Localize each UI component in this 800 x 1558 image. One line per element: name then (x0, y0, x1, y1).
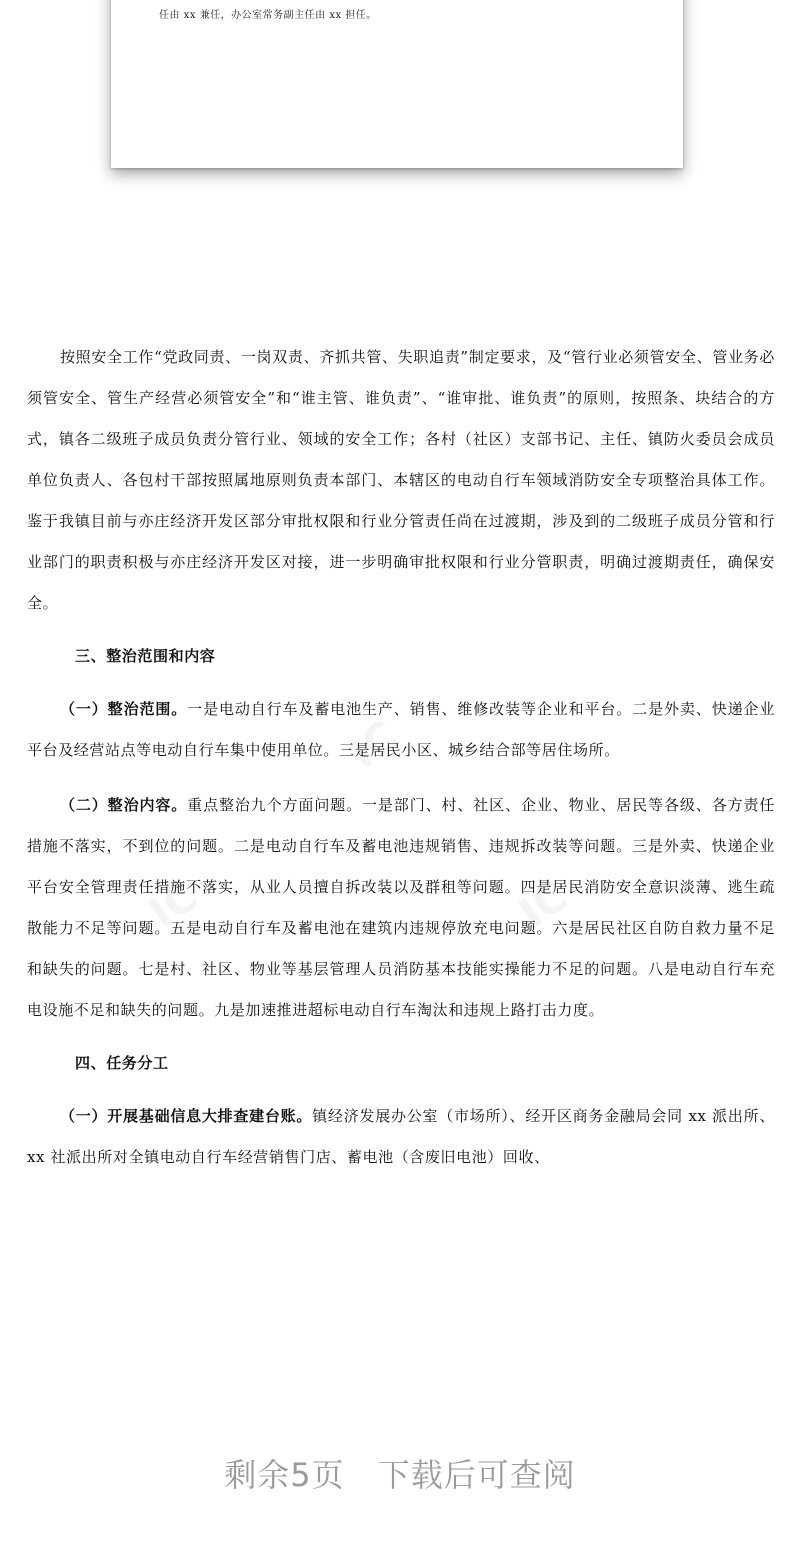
section-4-heading: 四、任务分工 (75, 1054, 169, 1072)
task-1-lead: （一）开展基础信息大排查建台账。 (60, 1107, 313, 1125)
document-body (27, 337, 775, 1178)
responsibility-paragraph: 按照安全工作“党政同责、一岗双责、齐抓共管、失职追责”制定要求，及“管行业必须管安全、管业务必须管安全、管生产经营必须管安全”和“谁主管、谁负责”、“谁审批、谁负责”的原则，按照条、块结合的方式，镇各二级班子成员负责分管行业、领域的安全工作；各村（社区）支部书记、主任、镇防火委员会成员单位负责人、各包村干部按照属地原则负责本部门、本辖区的电动自行车领域消防安全专项整治具体工作。鉴于我镇目前与亦庄经济开发区部分审批权限和行业分管责任尚在过渡期，涉及到的二级班子成员分管和行业部门的职责积极与亦庄经济开发区对接，进一步明确审批权限和行业分管职责，明确过渡期责任，确保安全。 (27, 348, 775, 612)
content-paragraph (27, 785, 775, 1031)
previous-page-card (111, 0, 683, 168)
previous-page-text: 任由 xx 兼任，办公室常务副主任由 xx 担任。 (159, 10, 377, 21)
content-text: 重点整治九个方面问题。一是部门、村、社区、企业、物业、居民等各级、各方责任措施不落实，不到位的问题。二是电动自行车及蓄电池违规销售、违规拆改装等问题。三是外卖、快递企业平台安全管理责任措施不落实，从业人员擅自拆改装以及群租等问题。四是居民消防安全意识淡薄、逃生疏散能力不足等问题。五是电动自行车及蓄电池在建筑内违规停放充电问题。六是居民社区自防自救力量不足和缺失的问题。七是村、社区、物业等基层管理人员消防基本技能实操能力不足的问题。八是电动自行车充电设施不足和缺失的问题。九是加速推进超标电动自行车淘汰和违规上路打击力度。 (27, 796, 775, 1019)
content-lead: （二）整治内容。 (60, 796, 188, 814)
task-1-text: 镇经济发展办公室（市场所）、经开区商务金融局会同 xx 派出所、xx 社派出所对全镇电动自行车经营销售门店、蓄电池（含废旧电池）回收、 (27, 1107, 775, 1166)
scope-paragraph (27, 689, 775, 771)
scope-lead: （一）整治范围。 (60, 700, 188, 718)
section-3-heading: 三、整治范围和内容 (75, 647, 216, 665)
scope-text: 一是电动自行车及蓄电池生产、销售、维修改装等企业和平台。二是外卖、快递企业平台及经营站点等电动自行车集中使用单位。三是居民小区、城乡结合部等居住场所。 (27, 700, 775, 759)
task-1-paragraph (27, 1096, 775, 1178)
download-notice[interactable]: 剩余5页 下载后可查阅 (224, 1456, 576, 1494)
